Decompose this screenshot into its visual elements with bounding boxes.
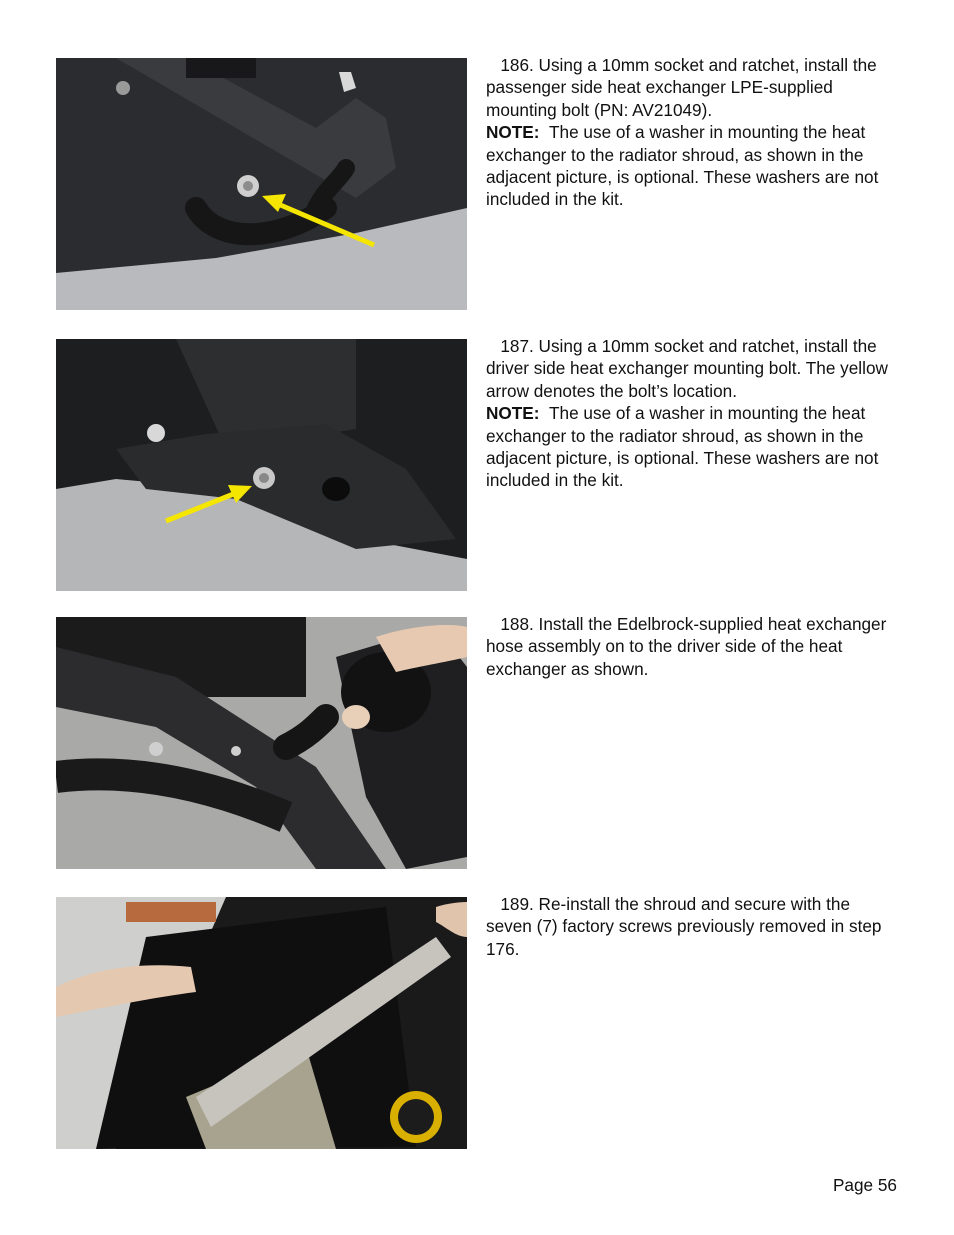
page-number: Page 56 [832,1175,897,1195]
step-186-text [486,54,898,211]
photo-187-illustration [56,339,467,591]
step-187-instruction: 187. Using a 10mm socket and ratchet, install the driver side heat exchanger mounting bolt. The yellow arrow denotes the bolt’s location. [486,336,888,401]
photo-passenger-side-bolt [56,58,467,310]
step-188-instruction: 188. Install the Edelbrock-supplied heat exchanger hose assembly on to the driver side of the heat exchanger as shown. [486,614,887,679]
step-188-text [486,613,898,680]
step-186-note-text: The use of a washer in mounting the heat exchanger to the radiator shroud, as shown in the adjacent picture, is optional. These washers are not included in the kit. [486,122,879,210]
photo-driver-side-bolt [56,339,467,591]
photo-188-illustration [56,617,467,869]
photo-shroud-reinstall [56,897,467,1149]
step-186-instruction: 186. Using a 10mm socket and ratchet, install the passenger side heat exchanger LPE-supplied mounting bolt (PN: AV21049). [486,55,877,120]
step-187-text [486,335,898,492]
photo-hose-assembly [56,617,467,869]
step-187-note-label: NOTE: [486,403,540,424]
step-187-note-text: The use of a washer in mounting the heat exchanger to the radiator shroud, as shown in the adjacent picture, is optional. These washers are not included in the kit. [486,403,879,491]
step-189-text [486,893,898,960]
step-189-instruction: 189. Re-install the shroud and secure with the seven (7) factory screws previously removed in step 176. [486,894,882,959]
photo-186-illustration [56,58,467,310]
step-186-note-label: NOTE: [486,122,540,143]
photo-189-illustration [56,897,467,1149]
